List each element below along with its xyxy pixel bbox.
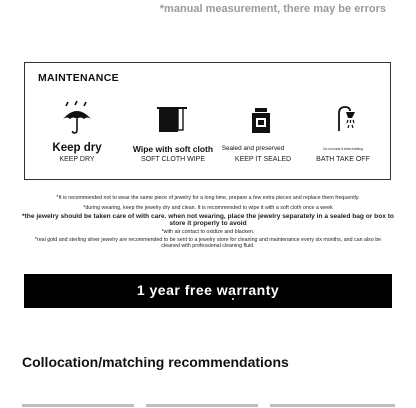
divider-left (22, 404, 134, 407)
bath-sub: BATH TAKE OFF (316, 156, 370, 163)
umbrella-rain-icon (62, 101, 92, 135)
care-note-3-cont: store it properly to avoid (169, 220, 247, 227)
maintenance-title: MAINTENANCE (38, 72, 119, 84)
soft-cloth-sub: SOFT CLOTH WIPE (140, 156, 206, 163)
care-note-3: *the jewelry should be taken care of with care. when not wearing, place the jewelry separately in a sealed bag or box to (22, 213, 394, 220)
warranty-banner (24, 274, 392, 308)
maintenance-card (24, 62, 391, 180)
banner-dot (232, 298, 234, 300)
care-note-4: *with air contact to oxidize and blacken. (161, 229, 255, 235)
section-title: Collocation/matching recommendations (22, 354, 289, 370)
towel-rack-icon (155, 105, 189, 135)
sealed-sub: KEEP IT SEALED (234, 156, 292, 163)
care-note-5-cont: cleaned with professional cleaning fluid. (161, 243, 255, 249)
measurement-note: *manual measurement, there may be errors (159, 3, 386, 15)
keep-dry-heading: Keep dry (52, 142, 102, 154)
bathing-caption: Do not wear it when bathing (323, 147, 363, 151)
sealed-jar-icon (251, 108, 271, 134)
care-note-1: *It is recommended not to wear the same piece of jewelry for a long time, prepare a few extra pieces and replace them frequently. (56, 195, 360, 201)
shower-head-icon (335, 105, 359, 133)
divider-middle (146, 404, 258, 407)
keep-dry-sub: KEEP DRY (59, 156, 95, 163)
care-note-2: *during wearing, keep the jewelry dry and clean. It is recommended to wipe it with a soft cloth once a week (83, 205, 333, 211)
sealed-heading: Sealed and preserved (221, 145, 285, 152)
warranty-text: 1 year free warranty (136, 282, 280, 298)
care-note-5: *real gold and sterling silver jewelry are recommended to be sent to a jewelry store for cleaning and maintenance every six months, and can also be (34, 237, 382, 243)
soft-cloth-heading: Wipe with soft cloth (132, 144, 214, 154)
divider-right (270, 404, 395, 407)
